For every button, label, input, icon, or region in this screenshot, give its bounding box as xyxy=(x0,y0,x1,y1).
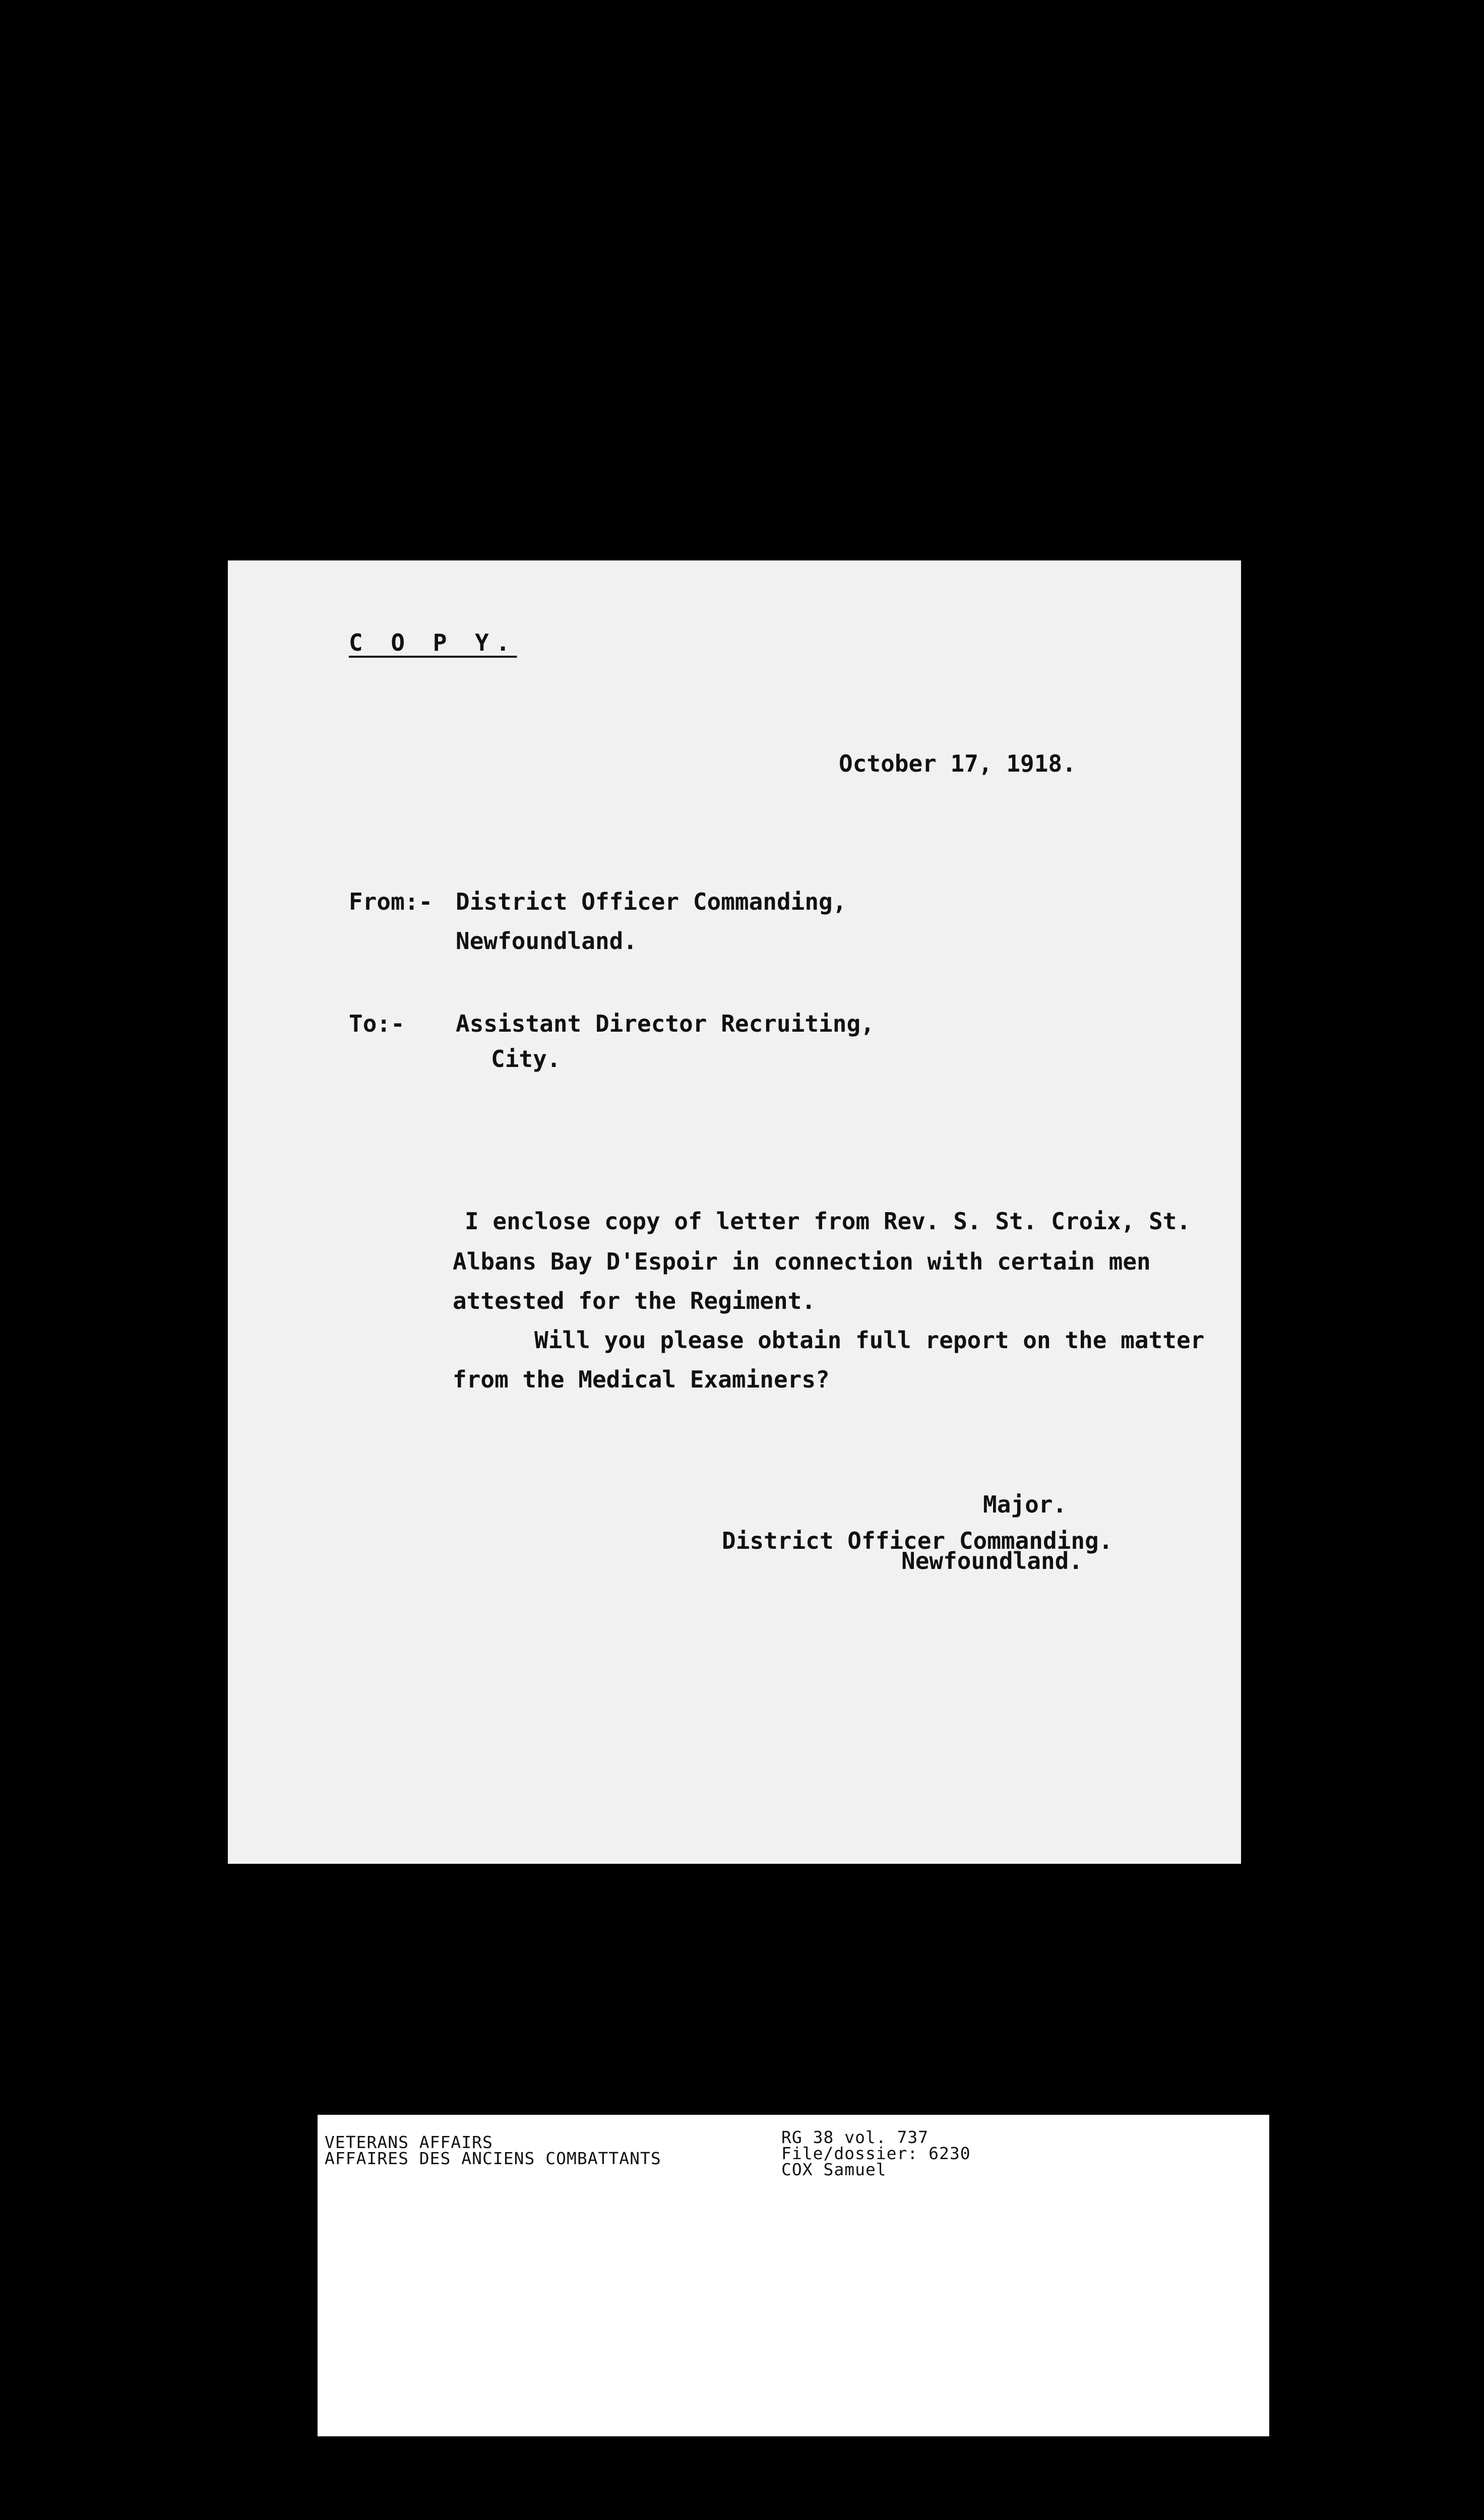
archive-label-record-group: RG 38 vol. 737 xyxy=(781,2127,929,2147)
letter-page xyxy=(228,560,1241,1864)
signature-line-1: District Officer Commanding. xyxy=(722,1527,1113,1554)
body-line-5: from the Medical Examiners? xyxy=(453,1366,830,1393)
signature-rank: Major. xyxy=(983,1491,1067,1518)
archive-label-person-name: COX Samuel xyxy=(781,2160,887,2179)
from-line-2: Newfoundland. xyxy=(456,927,638,955)
from-line-1: District Officer Commanding, xyxy=(456,888,847,915)
body-line-4: Will you please obtain full report on the matter xyxy=(534,1327,1205,1354)
body-line-3: attested for the Regiment. xyxy=(453,1287,816,1314)
copy-heading: C O P Y. xyxy=(349,629,517,656)
to-label: To:- xyxy=(349,1010,405,1037)
archive-label-file-number: File/dossier: 6230 xyxy=(781,2144,971,2163)
archive-label-dept-fr: AFFAIRES DES ANCIENS COMBATTANTS xyxy=(325,2149,661,2168)
signature-line-2: Newfoundland. xyxy=(901,1547,1083,1574)
body-line-1: I enclose copy of letter from Rev. S. St. Croix, St. xyxy=(465,1208,1191,1235)
archive-label-card xyxy=(318,2115,1269,2436)
letter-date: October 17, 1918. xyxy=(839,750,1076,777)
to-line-1: Assistant Director Recruiting, xyxy=(456,1010,875,1037)
from-label: From:- xyxy=(349,888,433,915)
archive-label-dept-en: VETERANS AFFAIRS xyxy=(325,2132,493,2152)
body-line-2: Albans Bay D'Espoir in connection with certain men xyxy=(453,1248,1151,1275)
to-line-2: City. xyxy=(491,1045,561,1073)
